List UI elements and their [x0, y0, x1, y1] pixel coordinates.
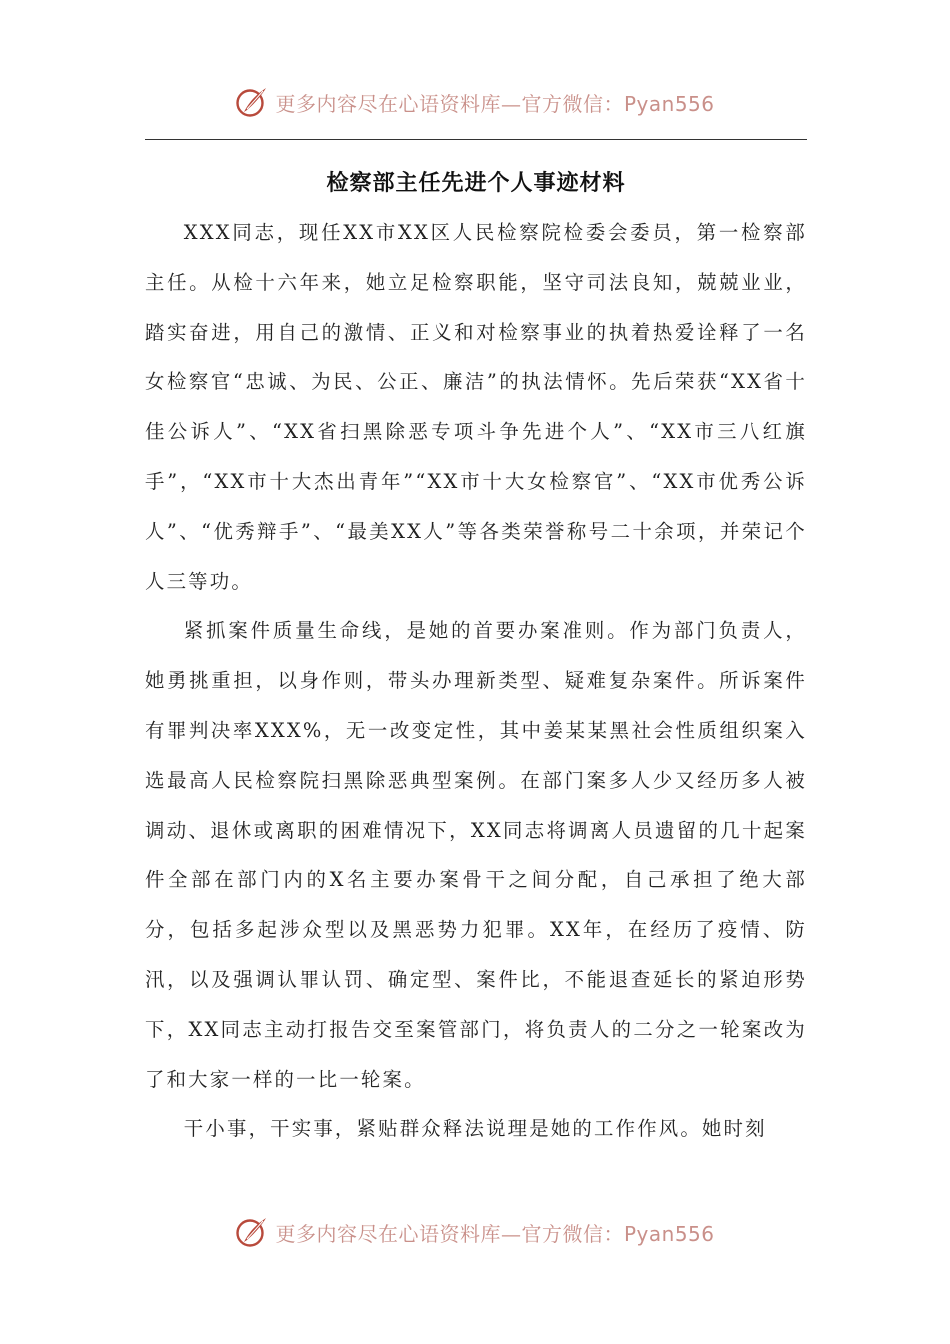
footer-banner-separator: — — [500, 1221, 522, 1246]
document-title: 检察部主任先进个人事迹材料 — [326, 171, 626, 196]
header-banner-wechat-label: 官方微信： — [521, 91, 624, 116]
paragraph-3: 干小事，干实事，紧贴群众释法说理是她的工作作风。她时刻 — [183, 1117, 767, 1141]
footer-banner-wechat-id: Pyan556 — [623, 1221, 715, 1246]
header-divider — [145, 139, 807, 140]
document-body — [145, 208, 807, 1154]
footer-banner — [0, 1210, 950, 1254]
footer-banner-text — [275, 1218, 714, 1247]
header-banner-separator: — — [500, 91, 522, 116]
header-banner — [0, 80, 950, 124]
header-banner-wechat-id: Pyan556 — [623, 91, 715, 116]
header-banner-text — [275, 88, 714, 117]
footer-banner-wechat-label: 官方微信： — [521, 1221, 624, 1246]
footer-banner-title: 更多内容尽在心语资料库 — [275, 1221, 501, 1246]
paragraph-1: XXX同志，现任XX市XX区人民检察院检委会委员，第一检察部主任。从检十六年来，她立足检察职能，坚守司法良知，兢兢业业，踏实奋进，用自己的激情、正义和对检察事业的执着热爱诠释了一名女检察官“忠诚、为民、公正、廉洁”的执法情怀。先后荣获“XX省十佳公诉人”、“XX省扫黑除恶专项斗争先进个人”、“XX市三八红旗手”，“XX市十大杰出青年”“XX市十大女检察官”、“XX市优秀公诉人”、“优秀辩手”、“最美XX人”等各类荣誉称号二十余项，并荣记个人三等功。 — [145, 221, 807, 593]
header-banner-title: 更多内容尽在心语资料库 — [275, 91, 501, 116]
paragraph-2: 紧抓案件质量生命线，是她的首要办案准则。作为部门负责人，她勇挑重担，以身作则，带头办理新类型、疑难复杂案件。所诉案件有罪判决率XXX%，无一改变定性，其中姜某某黑社会性质组织案入选最高人民检察院扫黑除恶典型案例。在部门案多人少又经历多人被调动、退休或离职的困难情况下，XX同志将调离人员遗留的几十起案件全部在部门内的X名主要办案骨干之间分配，自己承担了绝大部分，包括多起涉众型以及黑恶势力犯罪。XX年，在经历了疫情、防汛，以及强调认罪认罚、确定型、案件比，不能退查延长的紧迫形势下，XX同志主动打报告交至案管部门，将负责人的二分之一轮案改为了和大家一样的一比一轮案。 — [145, 619, 807, 1091]
quill-logo-icon — [235, 85, 269, 119]
quill-logo-icon — [235, 1215, 269, 1249]
